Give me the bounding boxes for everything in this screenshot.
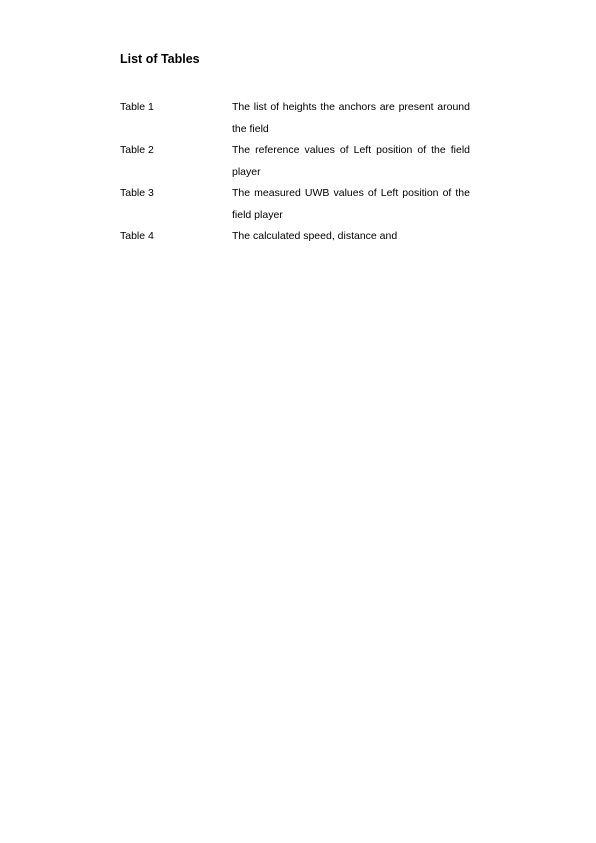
table-description: The reference values of Left position of the field player: [232, 144, 470, 178]
list-item: [120, 97, 470, 140]
table-description: The calculated speed, distance and: [232, 230, 398, 242]
table-label: Table 4: [120, 230, 154, 242]
page-title: List of Tables: [120, 52, 200, 66]
list-of-tables: [120, 97, 470, 248]
table-label: Table 2: [120, 144, 154, 156]
list-item: [120, 183, 470, 226]
table-description: The measured UWB values of Left position of the field player: [232, 187, 470, 221]
table-label: Table 3: [120, 187, 154, 199]
table-description: The list of heights the anchors are present around the field: [232, 101, 470, 135]
list-item: [120, 226, 470, 248]
table-label: Table 1: [120, 101, 154, 113]
list-item: [120, 140, 470, 183]
